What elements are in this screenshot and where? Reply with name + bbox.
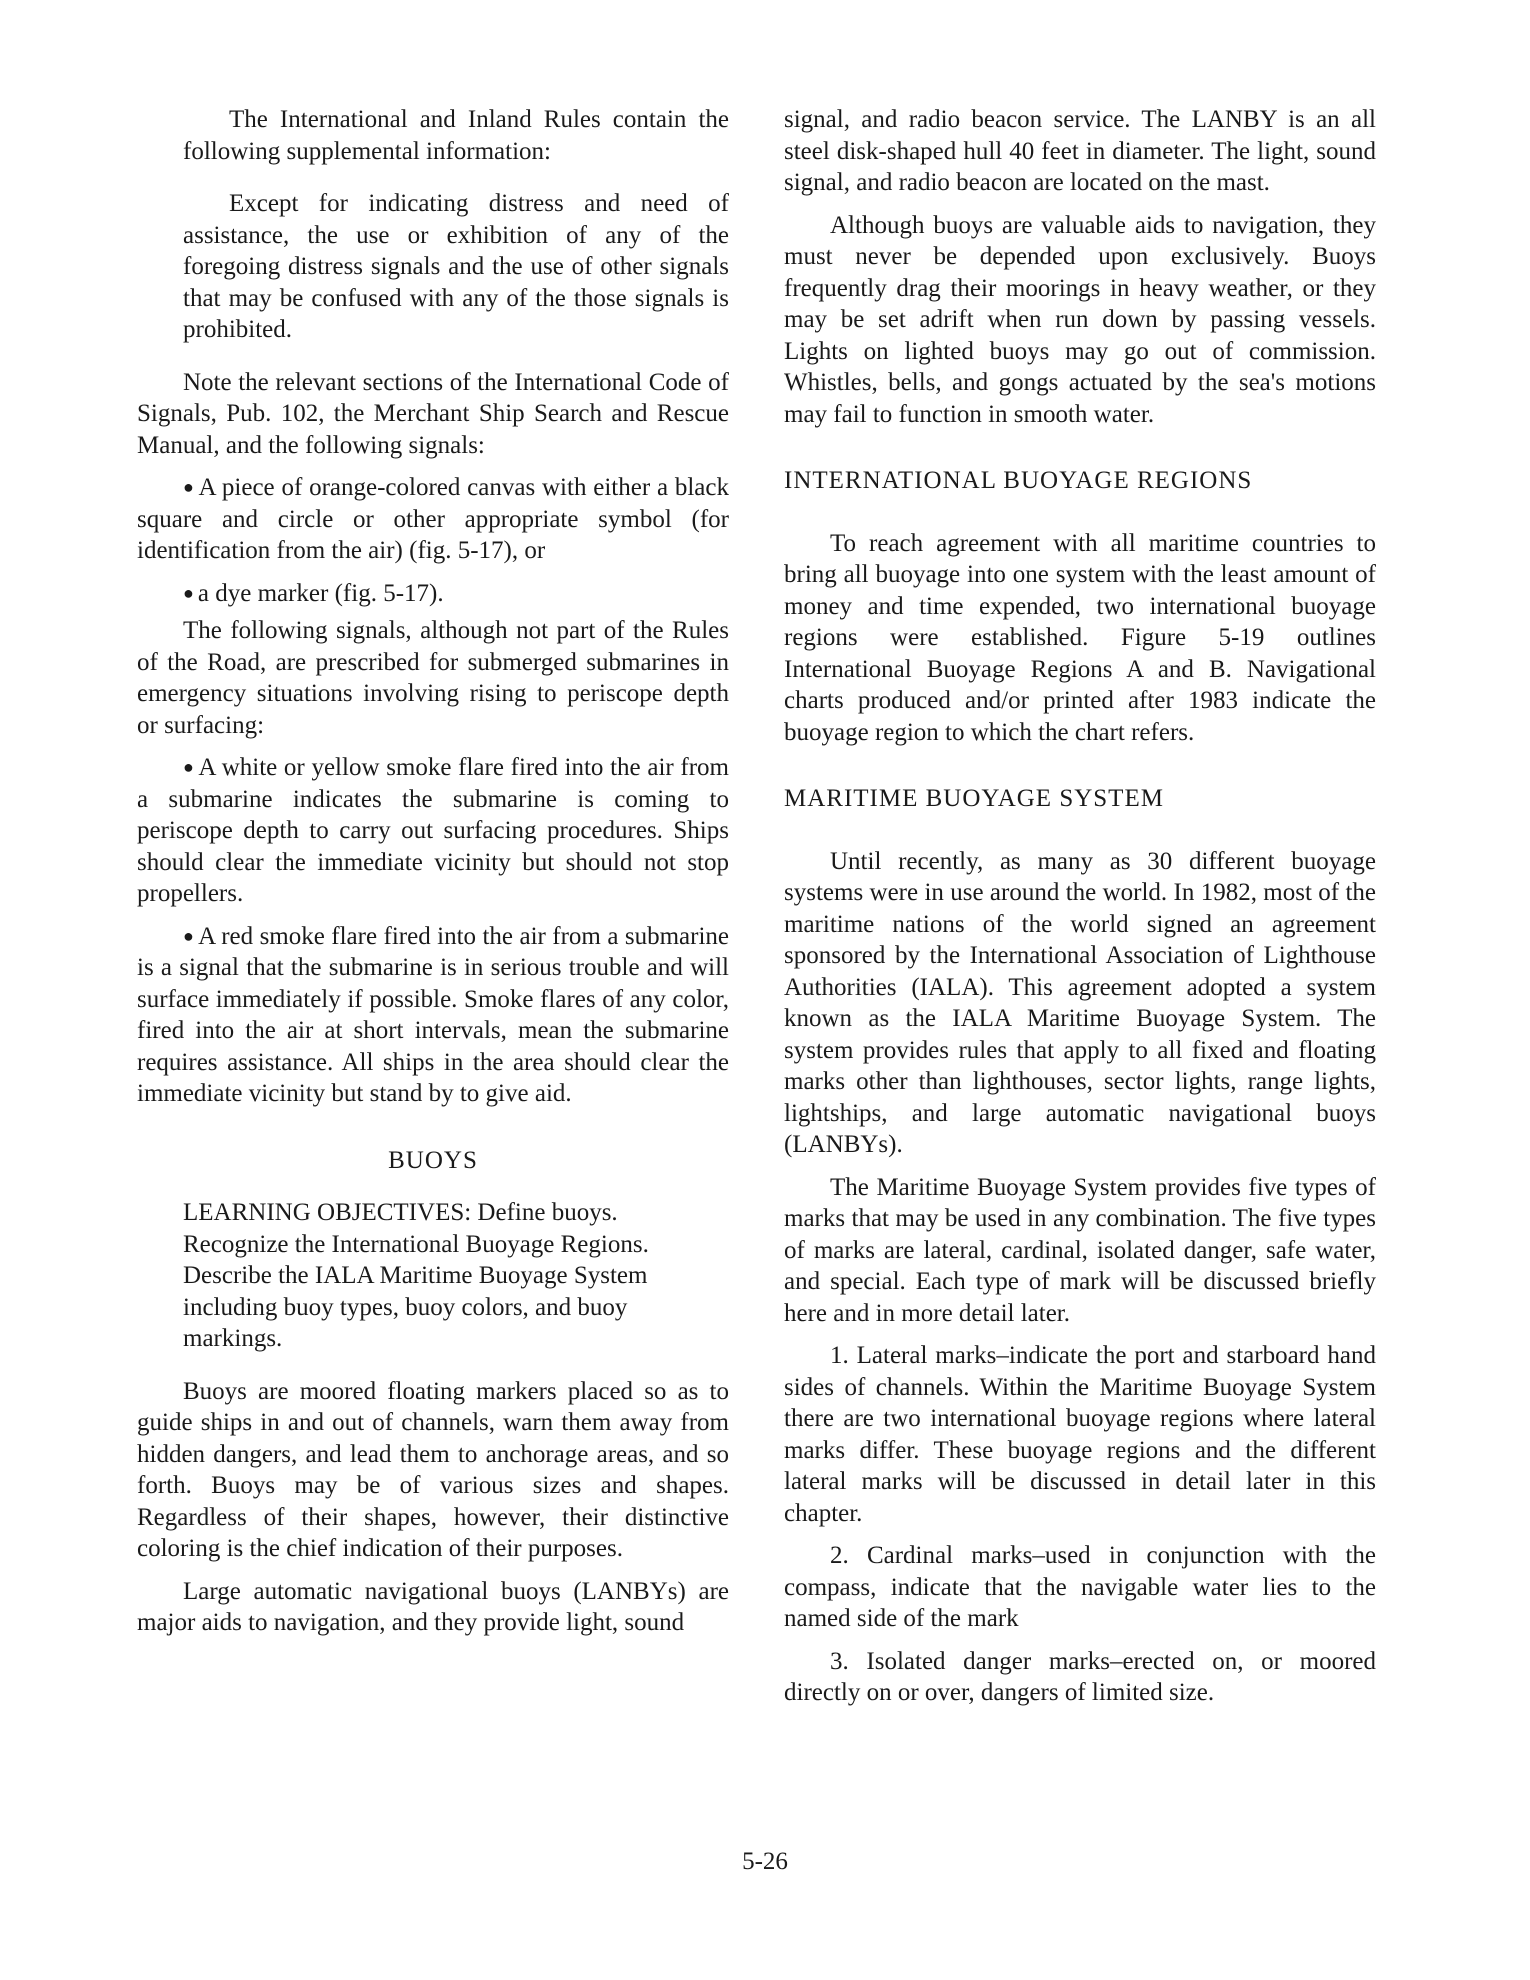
learning-objectives: LEARNING OBJECTIVES: Define buoys. Recognize the International Buoyage Regions. Describe the IALA Maritime Buoyage System including buoy types, buoy colors, and buoy markings. bbox=[183, 1199, 649, 1352]
bullet-white-smoke-text: A white or yellow smoke flare fired into the air from a submarine indicates the submarine is coming to periscope depth to carry out surfacing procedures. Ships should clear the immediate vicinity but should not stop propellers. bbox=[137, 754, 730, 907]
quoted-rule bbox=[183, 188, 729, 346]
lanby-paragraph-end: signal, and radio beacon service. The LANBY is an all steel disk-shaped hull 40 feet in diameter. The light, sound signal, and radio beacon are located on the mast. bbox=[784, 106, 1376, 196]
regions-heading: INTERNATIONAL BUOYAGE REGIONS bbox=[784, 467, 1253, 494]
quote-paragraph: Except for indicating distress and need of assistance, the use or exhibition of any of the foregoing distress signals and the use of other signals that may be confused with any of the those signals is prohibited. bbox=[183, 190, 729, 343]
bullet-icon: ● bbox=[183, 925, 195, 946]
system-paragraph: Until recently, as many as 30 different buoyage systems were in use around the world. In 1982, most of the maritime nations of the world signed an agreement sponsored by the International Association of Lighthouse Authorities (IALA). This agreement adopted a system known as the IALA Maritime Buoyage System. The system provides rules that apply to all fixed and floating marks other than lighthouses, sector lights, range lights, lightships, and large automatic navigational buoys (LANBYs). bbox=[784, 847, 1376, 1158]
left-column bbox=[137, 104, 729, 1639]
bullet-canvas-text: A piece of orange-colored canvas with either a black square and circle or other appropriate symbol (for identification from the air) (fig. 5-17), or bbox=[137, 474, 730, 564]
types-paragraph: The Maritime Buoyage System provides five types of marks that may be used in any combination. The five types of marks are lateral, cardinal, isolated danger, safe water, and special. Each type of mark will be discussed briefly here and in more detail later. bbox=[784, 1173, 1376, 1327]
bullet-icon: ● bbox=[183, 582, 194, 603]
regions-paragraph: To reach agreement with all maritime countries to bring all buoyage into one system with the least amount of money and time expended, two international buoyage regions were established. Figure 5-19 outlines International Buoyage Regions A and B. Navigational charts produced and/or printed after 1983 indicate the buoyage region to which the chart refers. bbox=[784, 529, 1376, 746]
bullet-icon: ● bbox=[183, 757, 195, 777]
bullet-white-smoke bbox=[137, 752, 729, 910]
cardinal-marks-item: 2. Cardinal marks–used in conjunction with the compass, indicate that the navigable water lies to the named side of the mark bbox=[784, 1542, 1376, 1632]
bullet-canvas bbox=[137, 472, 729, 567]
lanby-paragraph-start: Large automatic navigational buoys (LANBYs) are major aids to navigation, and they provide light, sound bbox=[137, 1577, 729, 1636]
bullet-red-smoke bbox=[137, 921, 729, 1110]
lateral-marks-item: 1. Lateral marks–indicate the port and starboard hand sides of channels. Within the Maritime Buoyage System there are two international buoyage regions where lateral marks differ. These buoyage regions and the different lateral marks will be discussed in detail later in this chapter. bbox=[784, 1342, 1376, 1527]
intro-paragraph: The International and Inland Rules contain the following supplemental information: bbox=[183, 106, 729, 165]
buoys-heading: BUOYS bbox=[388, 1146, 478, 1174]
bullet-icon: ● bbox=[183, 477, 195, 497]
isolated-danger-item: 3. Isolated danger marks–erected on, or moored directly on or over, dangers of limited size. bbox=[784, 1647, 1376, 1706]
bullet-dye-marker-text: a dye marker (fig. 5-17). bbox=[197, 579, 444, 607]
bullet-dye-marker bbox=[137, 578, 729, 610]
bullet-red-smoke-text: A red smoke flare fired into the air from a submarine is a signal that the submarine is in serious trouble and will surface immediately if possible. Smoke flares of any color, fired into the air at short intervals, mean the submarine requires assistance. All ships in the area should clear the immediate vicinity but stand by to give aid. bbox=[137, 922, 730, 1107]
submarine-intro-paragraph: The following signals, although not part of the Rules of the Road, are prescribed for submerged submarines in emergency situations involving rising to periscope depth or surfacing: bbox=[137, 617, 729, 739]
reliability-paragraph: Although buoys are valuable aids to navigation, they must never be depended upon exclusively. Buoys frequently drag their moorings in heavy weather, or they may be set adrift when run down by passing vessels. Lights on lighted buoys may go out of commission. Whistles, bells, and gongs actuated by the sea's motions may fail to function in smooth water. bbox=[784, 211, 1376, 428]
right-column bbox=[784, 104, 1376, 1709]
page-number: 5-26 bbox=[742, 1848, 788, 1875]
buoys-paragraph: Buoys are moored floating markers placed so as to guide ships in and out of channels, warn them away from hidden dangers, and lead them to anchorage areas, and so forth. Buoys may be of various sizes and shapes. Regardless of their shapes, however, their distinctive coloring is the chief indication of their purposes. bbox=[137, 1377, 729, 1562]
system-heading: MARITIME BUOYAGE SYSTEM bbox=[784, 785, 1164, 812]
note-paragraph: Note the relevant sections of the International Code of Signals, Pub. 102, the Merchant Ship Search and Rescue Manual, and the following signals: bbox=[137, 368, 729, 459]
